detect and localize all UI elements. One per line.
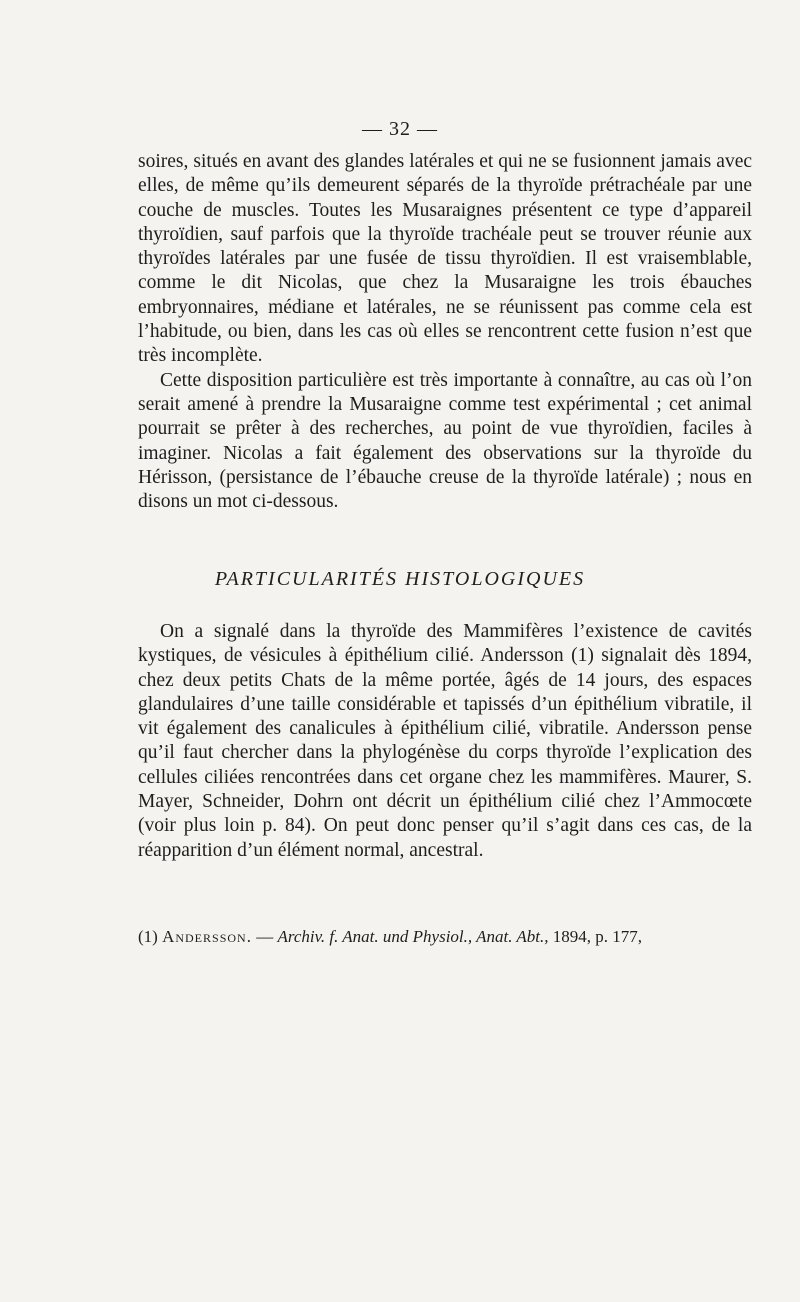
footnote-source: Archiv. f. Anat. und Physiol., Anat. Abt., bbox=[277, 927, 549, 946]
footnote-dash: — bbox=[251, 927, 278, 946]
paragraph: Cette disposition particulière est très importante à connaître, au cas où l’on serait amené à prendre la Musaraigne comme test expérimental ; cet animal pourrait se prêter à des recherches, au point de vue thyroïdien, faciles à imaginer. Nicolas a fait également des observations sur la thyroïde du Hérisson, (persistance de l’ébauche creuse de la thyroïde latérale) ; nous en disons un mot ci-dessous. bbox=[138, 369, 752, 513]
footnote-marker: (1) bbox=[138, 927, 158, 946]
footnote bbox=[138, 926, 752, 948]
paragraph: On a signalé dans la thyroïde des Mammifères l’existence de cavités kystiques, de vésicules à épithélium cilié. Andersson (1) signalait dès 1894, chez deux petits Chats de la même portée, âgés de 14 jours, des espaces glandulaires d’une taille considérable et tapissés d’un épithélium vibratile, il vit également des canalicules à épithélium cilié, vibratile. Andersson pense qu’il faut chercher dans la phylogénèse du corps thyroïde l’explication des cellules ciliées rencontrées dans cet organe chez les mammifères. Maurer, S. Mayer, Schneider, Dohrn ont décrit un épithélium cilié chez l’Ammocœte (voir plus loin p. 84). On peut donc penser qu’il s’agit dans ces cas, de la réapparition d’un élément normal, ancestral. bbox=[138, 621, 752, 861]
page-number: — 32 — bbox=[362, 118, 438, 140]
text-block-top bbox=[138, 150, 752, 514]
paragraph: soires, situés en avant des glandes latérales et qui ne se fusionnent jamais avec elles, de même qu’ils demeurent séparés de la thyroïde prétrachéale par une couche de muscles. Toutes les Musaraignes présentent ce type d’appareil thyroïdien, sauf parfois que la thyroïde trachéale peut se trouver réunie aux thyroïdes latérales par une fusée de tissu thyroïdien. Il est vraisemblable, comme le dit Nicolas, que chez la Musaraigne les trois ébauches embryonnaires, médiane et latérales, ne se réunissent pas comme cela est l’habitude, ou bien, dans les cas où elles se rencontrent cette fusion n’est que très incomplète. bbox=[138, 151, 752, 367]
footnote-details: 1894, p. 177, bbox=[548, 927, 642, 946]
section-heading: PARTICULARITÉS HISTOLOGIQUES bbox=[214, 568, 586, 590]
text-block-bottom bbox=[138, 620, 752, 863]
footnote-author: Andersson. bbox=[162, 927, 252, 946]
